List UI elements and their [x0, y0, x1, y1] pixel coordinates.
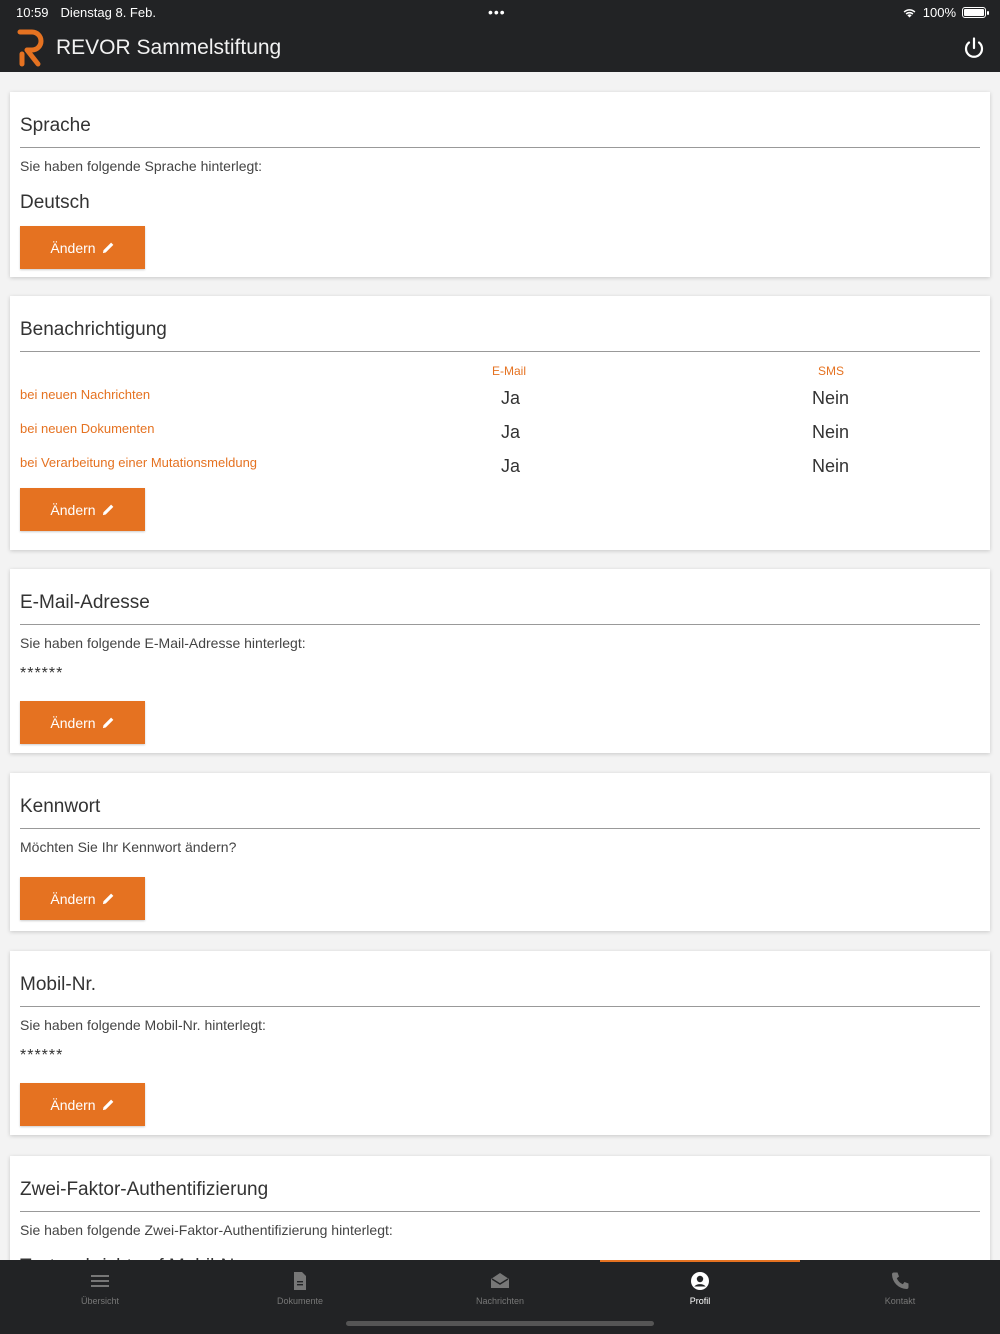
- email-title: E-Mail-Adresse: [20, 569, 980, 625]
- tab-label: Kontakt: [884, 1296, 916, 1306]
- notification-row-label: bei neuen Dokumenten: [20, 421, 155, 436]
- notification-row-email: Ja: [501, 422, 521, 442]
- tab-label: Dokumente: [276, 1296, 324, 1306]
- mobile-title: Mobil-Nr.: [20, 951, 980, 1007]
- language-text: Sie haben folgende Sprache hinterlegt:: [20, 158, 263, 174]
- notification-row-email: Ja: [501, 388, 521, 408]
- wifi-icon: [902, 7, 917, 18]
- revor-logo-icon: [18, 30, 42, 66]
- notification-row: [20, 416, 980, 450]
- battery-icon: [962, 7, 986, 18]
- notification-row-label: bei neuen Nachrichten: [20, 387, 151, 402]
- notification-row: [20, 382, 980, 416]
- notification-row-sms: Nein: [812, 422, 850, 442]
- tab-label: Übersicht: [80, 1296, 119, 1306]
- edit-pencil-icon: [102, 716, 115, 729]
- mobile-text: Sie haben folgende Mobil-Nr. hinterlegt:: [20, 1017, 266, 1033]
- notification-row-label: bei Verarbeitung einer Mutationsmeldung: [20, 455, 258, 470]
- mobile-card: [10, 951, 990, 1135]
- notification-row-sms: Nein: [812, 456, 850, 476]
- edit-pencil-icon: [102, 241, 115, 254]
- edit-pencil-icon: [102, 892, 115, 905]
- notification-row: [20, 450, 980, 484]
- app-title: REVOR Sammelstiftung: [56, 36, 282, 59]
- logout-power-icon[interactable]: [962, 36, 986, 60]
- change-notification-button[interactable]: [20, 488, 145, 531]
- notification-row-sms: Nein: [812, 388, 850, 408]
- change-email-button[interactable]: [20, 701, 145, 744]
- language-title: Sprache: [20, 92, 980, 148]
- email-text: Sie haben folgende E-Mail-Adresse hinterlegt:: [20, 635, 306, 651]
- home-indicator[interactable]: [346, 1321, 654, 1326]
- two-factor-text: Sie haben folgende Zwei-Faktor-Authentifizierung hinterlegt:: [20, 1222, 393, 1238]
- email-card: [10, 569, 990, 753]
- menu-icon: [90, 1271, 110, 1291]
- change-mobile-button[interactable]: [20, 1083, 145, 1126]
- profile-icon: [690, 1271, 710, 1291]
- two-factor-title: Zwei-Faktor-Authentifizierung: [20, 1156, 980, 1212]
- edit-pencil-icon: [102, 1098, 115, 1111]
- tab-dokumente[interactable]: [200, 1260, 400, 1316]
- change-notification-button-label: Ändern: [50, 501, 96, 518]
- mail-icon: [490, 1271, 510, 1291]
- profile-content[interactable]: [0, 72, 1000, 1260]
- edit-pencil-icon: [102, 503, 115, 516]
- change-password-button[interactable]: [20, 877, 145, 920]
- language-card: [10, 92, 990, 277]
- change-mobile-button-label: Ändern: [50, 1096, 96, 1113]
- change-language-button[interactable]: [20, 226, 145, 269]
- status-bar: [0, 0, 1000, 24]
- notification-row-email: Ja: [501, 456, 521, 476]
- document-icon: [290, 1271, 310, 1291]
- app-header: [0, 24, 1000, 72]
- change-password-button-label: Ändern: [50, 890, 96, 907]
- tab-nachrichten[interactable]: [400, 1260, 600, 1316]
- notification-header-row: [20, 352, 980, 382]
- change-email-button-label: Ändern: [50, 714, 96, 731]
- column-email: E-Mail: [492, 364, 527, 378]
- multitasking-dots-icon[interactable]: •••: [488, 4, 506, 20]
- change-language-button-label: Ändern: [50, 239, 96, 256]
- password-title: Kennwort: [20, 773, 980, 829]
- notification-title: Benachrichtigung: [20, 296, 980, 352]
- password-card: [10, 773, 990, 931]
- tab-uebersicht[interactable]: [0, 1260, 200, 1316]
- tab-kontakt[interactable]: [800, 1260, 1000, 1316]
- column-sms: SMS: [818, 364, 845, 378]
- email-value: ******: [20, 665, 64, 682]
- status-date: Dienstag 8. Feb.: [60, 4, 156, 20]
- tab-profil[interactable]: [600, 1260, 800, 1316]
- battery-percent: 100%: [922, 4, 956, 20]
- phone-icon: [890, 1271, 910, 1291]
- password-text: Möchten Sie Ihr Kennwort ändern?: [20, 839, 237, 855]
- tab-label: Profil: [689, 1296, 711, 1306]
- language-value: Deutsch: [20, 192, 90, 213]
- tab-label: Nachrichten: [475, 1296, 525, 1306]
- mobile-value: ******: [20, 1047, 64, 1064]
- status-time: 10:59: [16, 4, 49, 20]
- notification-card: [10, 296, 990, 550]
